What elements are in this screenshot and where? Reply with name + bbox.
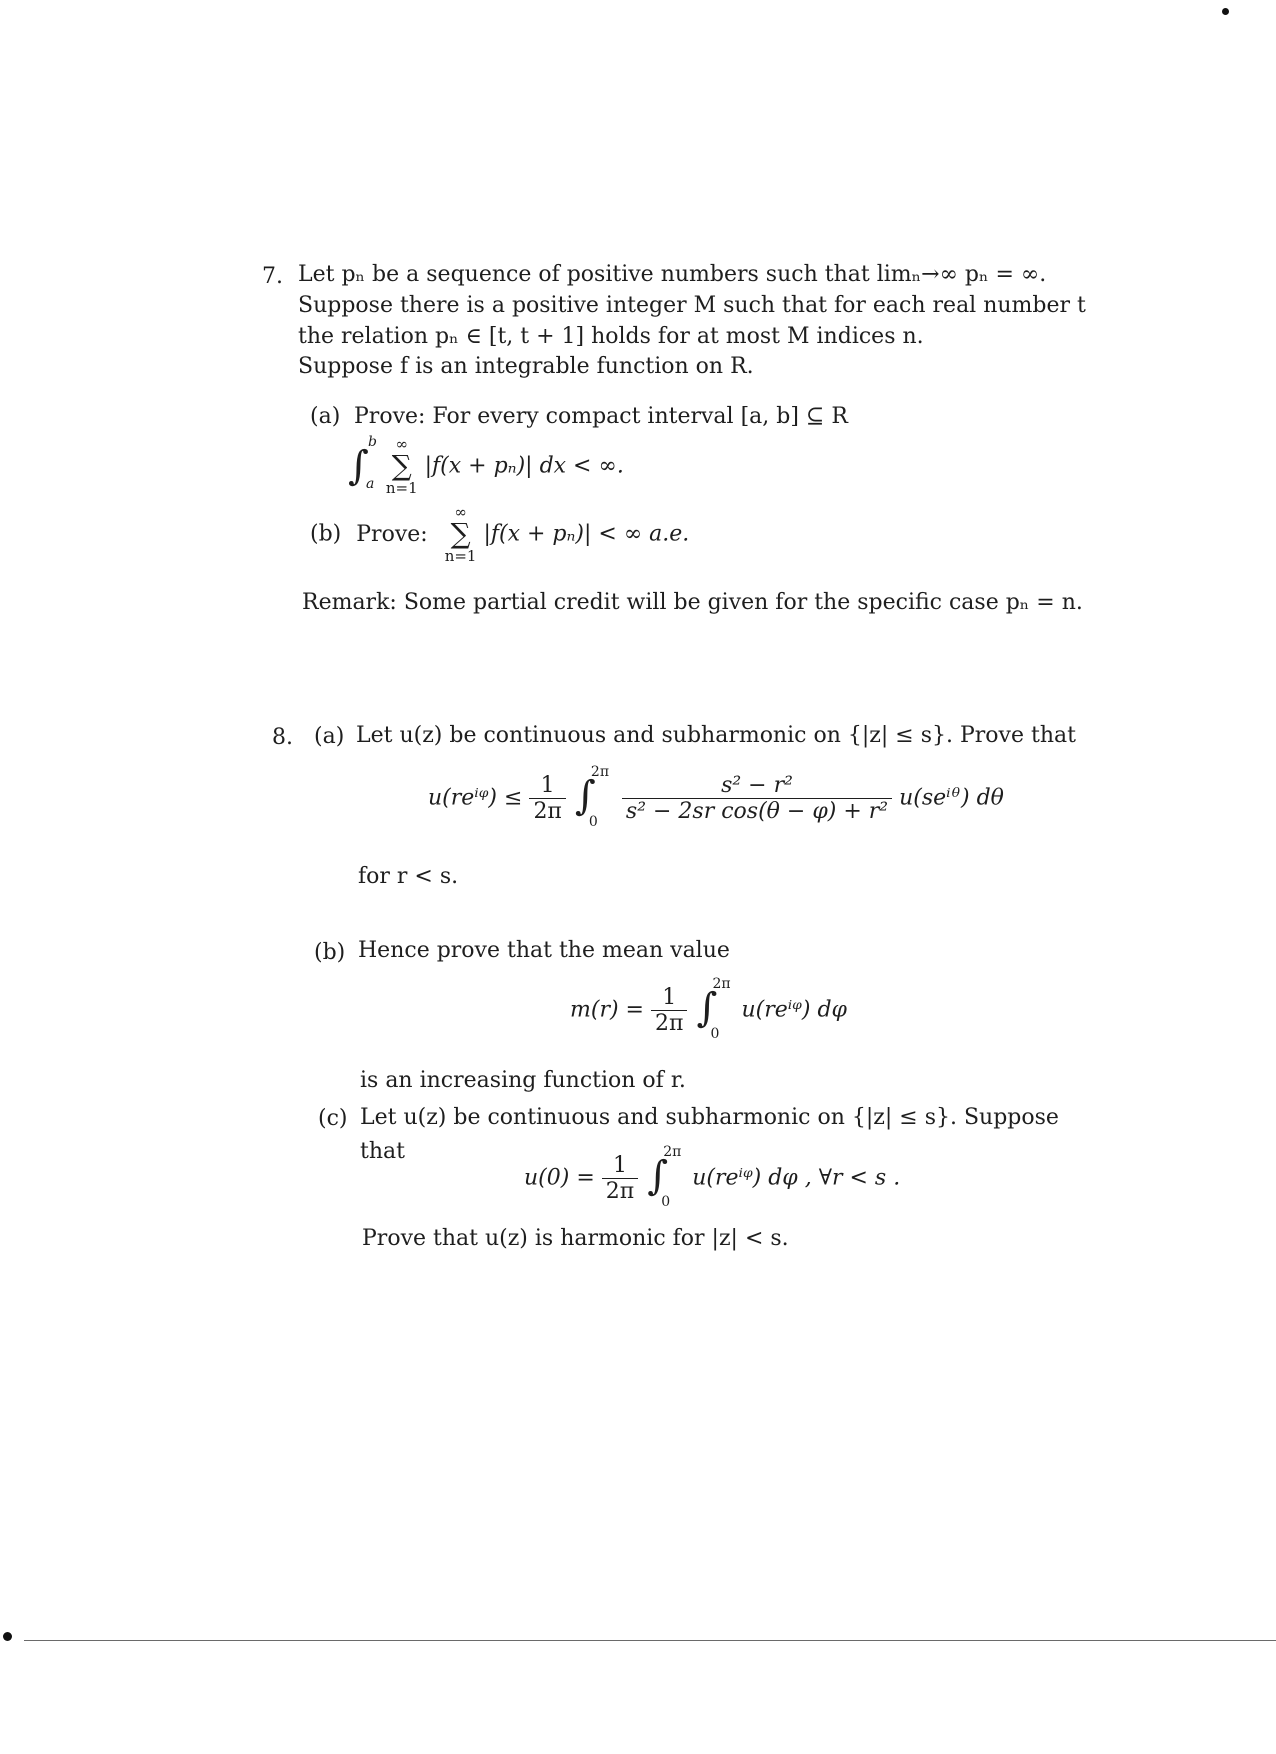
integral [694,976,734,1042]
integral-lower-limit: 0 [588,814,598,830]
poisson-kernel [622,773,892,824]
part-a-formula [348,436,624,496]
frac-numerator: 1 [529,773,565,799]
part-b-condition: is an increasing function of r. [360,1068,686,1093]
integral [645,1144,685,1210]
integral-lower-limit: 0 [661,1194,671,1210]
part-a-condition: for r < s. [358,864,459,889]
part-a-label: (a) [314,724,345,749]
summation [386,436,418,496]
mean-value-formula [570,976,847,1042]
part-a-text: Let u(z) be continuous and subharmonic on {|z| ≤ s}. Prove that [356,723,1076,748]
part-a-text: Prove: For every compact interval [a, b] ⊆ R [354,404,848,429]
scan-edge-line [24,1640,1276,1641]
mean-lhs: m(r) = [570,997,644,1023]
part-b [310,504,689,564]
sigma-sign: ∑ [391,449,412,482]
sum-lower-limit: n=1 [444,547,477,565]
part-c-text: Let u(z) be continuous and subharmonic on {|z| ≤ s}. Suppose [360,1105,1059,1130]
integral-lower-limit: 0 [710,1026,720,1042]
problem-7-line-2: Suppose there is a positive integer M such that for each real number t [298,293,1086,318]
part-b-formula: |f(x + pₙ)| < ∞ a.e. [483,521,690,547]
scan-speck [1222,8,1229,15]
integral-upper-limit: 2π [712,976,731,992]
sum-lower-limit: n=1 [385,479,418,497]
summation [445,504,477,564]
remark: Remark: Some partial credit will be given for the specific case pₙ = n. [302,590,1083,615]
kernel-numerator: s² − r² [622,773,892,799]
sigma-sign: ∑ [450,517,471,550]
integral-sign: ∫ [348,443,369,489]
integral-sign: ∫ [647,1153,669,1199]
problem-7-line-3: the relation pₙ ∈ [t, t + 1] holds for at most M indices n. [298,324,924,349]
mean-value-property-formula [524,1144,901,1210]
part-c-label: (c) [318,1106,348,1131]
part-b-text: Hence prove that the mean value [358,938,730,963]
scan-speck [3,1632,12,1641]
integral-upper-limit: b [368,434,377,450]
problem-7-line-1: Let pₙ be a sequence of positive numbers such that limₙ→∞ pₙ = ∞. [298,262,1047,287]
part-b-text: Prove: [356,521,428,547]
frac-denominator: 2π [533,798,562,824]
u0-lhs: u(0) = [524,1165,595,1191]
problem-number: 7. [262,264,283,289]
integral-lower-limit: a [366,476,375,492]
integral-upper-limit: 2π [663,1144,682,1160]
problem-7-line-4: Suppose f is an integrable function on R. [298,354,754,379]
problem-number: 8. [272,725,293,750]
sum-upper-limit: ∞ [454,503,467,521]
inequality-lhs: u(reⁱᵠ) ≤ [428,785,523,811]
sum-upper-limit: ∞ [395,435,408,453]
part-a-integrand: |f(x + pₙ)| dx < ∞. [424,453,624,479]
integral [573,764,610,830]
frac-denominator: 2π [605,1178,635,1204]
part-b-label: (b) [314,940,346,965]
one-over-two-pi [651,985,687,1036]
frac-numerator: 1 [651,985,687,1011]
poisson-inequality [428,764,1004,830]
inequality-tail: u(seⁱᶿ) dθ [899,785,1004,811]
u0-integrand: u(reⁱᵠ) dφ , ∀r < s . [692,1165,901,1191]
part-c-conclusion: Prove that u(z) is harmonic for |z| < s. [362,1226,789,1251]
one-over-two-pi [529,773,565,824]
frac-numerator: 1 [602,1153,638,1179]
integral-sign: ∫ [696,985,718,1031]
integral-upper-limit: 2π [590,764,610,780]
part-c-that: that [360,1139,405,1164]
frac-denominator: 2π [654,1010,684,1036]
part-b-label: (b) [310,521,342,547]
one-over-two-pi [602,1153,638,1204]
integral-sign: ∫ [574,773,596,819]
kernel-denominator: s² − 2sr cos(θ − φ) + r² [625,798,889,824]
mean-integrand: u(reⁱᵠ) dφ [741,997,847,1023]
part-a-label: (a) [310,404,341,429]
